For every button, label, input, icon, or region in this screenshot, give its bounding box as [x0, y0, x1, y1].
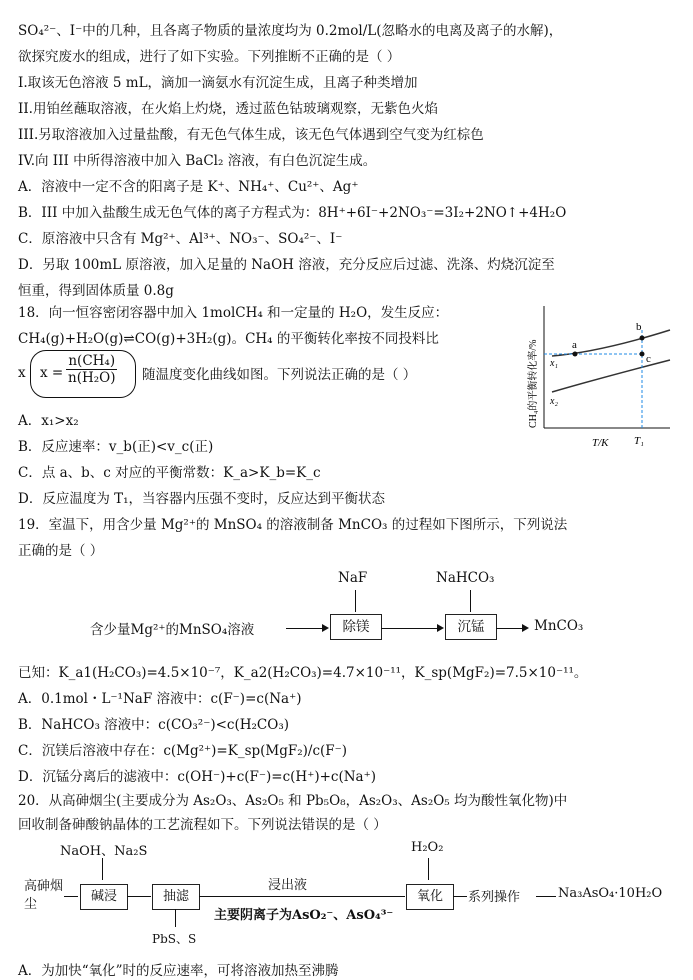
step-remove-mg: 除镁	[330, 614, 382, 640]
q18-equation: CH₄(g)+H₂O(g)⇌CO(g)+3H₂(g)。CH₄ 的平衡转化率按不同投料比	[18, 331, 439, 347]
q20-option-a: A．为加快“氧化”时的反应速率，可将溶液加热至沸腾	[18, 963, 339, 979]
flow-end: MnCO₃	[534, 618, 584, 634]
y-axis-label: CH₄的平衡转化率/%	[528, 339, 539, 428]
q18-chart	[520, 300, 680, 450]
step-precipitate-mn: 沉锰	[445, 614, 497, 640]
text-line: II.用铂丝蘸取溶液，在火焰上灼烧，透过蓝色钴玻璃观察，无紫色火焰	[18, 101, 438, 117]
filtrate: 浸出液	[268, 878, 308, 893]
q19-flowchart	[90, 568, 680, 648]
point-a: a	[572, 339, 577, 351]
text-line: III.另取溶液加入过量盐酸，有无色气体生成，该无色气体遇到空气变为红棕色	[18, 127, 484, 143]
reagent-h2o2: H₂O₂	[411, 840, 444, 855]
step-oxidize: 氧化	[406, 884, 454, 910]
q18-stem-cont: 随温度变化曲线如图。下列说法正确的是（ ）	[142, 367, 417, 383]
series-ops: 系列操作	[468, 890, 521, 905]
curve-x1	[552, 330, 670, 356]
text-line: SO₄²⁻、I⁻中的几种，且各离子物质的量浓度均为 0.2mol/L(忽略水的电离及离子的水解)，	[18, 23, 563, 39]
text-line: IV.向 III 中所得溶液中加入 BaCl₂ 溶液，有白色沉淀生成。	[18, 153, 377, 169]
text-line: 恒重，得到固体质量 0.8g	[18, 283, 174, 299]
option-a: A．溶液中一定不含的阳离子是 K⁺、NH₄⁺、Cu²⁺、Ag⁺	[18, 179, 359, 195]
q18-option-b: B．反应速率：v_b(正)<v_c(正)	[18, 439, 214, 455]
q19-option-c: C．沉镁后溶液中存在：c(Mg²⁺)=K_sp(MgF₂)/c(F⁻)	[18, 743, 348, 759]
q20-stem: 20．从高砷烟尘(主要成分为 As₂O₃、As₂O₅ 和 Pb₅O₈，As₂O₃、As₂O₅ 均为酸性氧化物)中	[18, 793, 568, 809]
option-d: D．另取 100mL 原溶液，加入足量的 NaOH 溶液，充分反应后过滤、洗涤、灼烧沉淀至	[18, 257, 555, 273]
step-filter: 抽滤	[152, 884, 200, 910]
anion-note: 主要阴离子为AsO₂⁻、AsO₄³⁻	[214, 908, 394, 923]
reagent-naoh-na2s: NaOH、Na₂S	[60, 844, 148, 859]
q19-stem-cont: 正确的是（ ）	[18, 543, 104, 559]
q18-option-c: C．点 a、b、c 对应的平衡常数：K_a>K_b=K_c	[18, 465, 321, 481]
q20-stem-cont: 回收制备砷酸钠晶体的工艺流程如下。下列说法错误的是（ ）	[18, 817, 387, 833]
q18-option-d: D．反应温度为 T₁，当容器内压强不变时，反应达到平衡状态	[18, 491, 386, 507]
q18-option-a: A．x₁>x₂	[18, 413, 79, 429]
q20-flowchart	[18, 838, 688, 958]
reagent-nahco3: NaHCO₃	[436, 570, 495, 586]
q19-known: 已知：K_a1(H₂CO₃)=4.5×10⁻⁷，K_a2(H₂CO₃)=4.7×10⁻¹¹，K_sp(MgF₂)=7.5×10⁻¹¹。	[18, 665, 588, 681]
x-axis-label: T/K	[592, 437, 609, 449]
label-x1: x₁	[550, 358, 558, 369]
q19-stem: 19．室温下，用含少量 Mg²⁺的 MnSO₄ 的溶液制备 MnCO₃ 的过程如下图所示，下列说法	[18, 517, 568, 533]
curve-x2	[552, 360, 670, 392]
label-x2: x₂	[550, 396, 558, 407]
t1-label: T₁	[634, 435, 644, 447]
flow-start: 高砷烟尘	[24, 879, 64, 912]
option-b: B．III 中加入盐酸生成无色气体的离子方程式为：8H⁺+6I⁻+2NO₃⁻=3I₂+2NO↑+4H₂O	[18, 205, 567, 221]
q19-option-b: B．NaHCO₃ 溶液中：c(CO₃²⁻)<c(H₂CO₃)	[18, 717, 289, 733]
frac-x: x	[18, 365, 26, 381]
text-line: I.取该无色溶液 5 mL，滴加一滴氨水有沉淀生成，且离子种类增加	[18, 75, 418, 91]
frac-numerator: n(CH₄)	[66, 353, 117, 370]
flow-start: 含少量Mg²⁺的MnSO₄溶液	[90, 622, 255, 638]
step-alkali-leach: 碱浸	[80, 884, 128, 910]
q19-option-d: D．沉锰分离后的滤液中：c(OH⁻)+c(F⁻)=c(H⁺)+c(Na⁺)	[18, 769, 376, 785]
q18-fraction	[18, 350, 138, 398]
frac-denominator: n(H₂O)	[68, 370, 116, 386]
point-c: c	[646, 353, 651, 365]
q19-option-a: A．0.1mol・L⁻¹NaF 溶液中：c(F⁻)=c(Na⁺)	[18, 691, 302, 707]
flow-end: Na₃AsO₄·10H₂O	[558, 886, 663, 901]
reagent-naf: NaF	[338, 570, 368, 586]
q18-stem: 18．向一恒容密闭容器中加入 1molCH₄ 和一定量的 H₂O，发生反应：	[18, 305, 449, 321]
frac-lhs: x =	[40, 365, 64, 381]
option-c: C．原溶液中只含有 Mg²⁺、Al³⁺、NO₃⁻、SO₄²⁻、I⁻	[18, 231, 343, 247]
point-b: b	[636, 321, 642, 333]
text-line: 欲探究废水的组成，进行了如下实验。下列推断不正确的是（ ）	[18, 49, 401, 65]
solid-pbs-s: PbS、S	[152, 932, 197, 946]
